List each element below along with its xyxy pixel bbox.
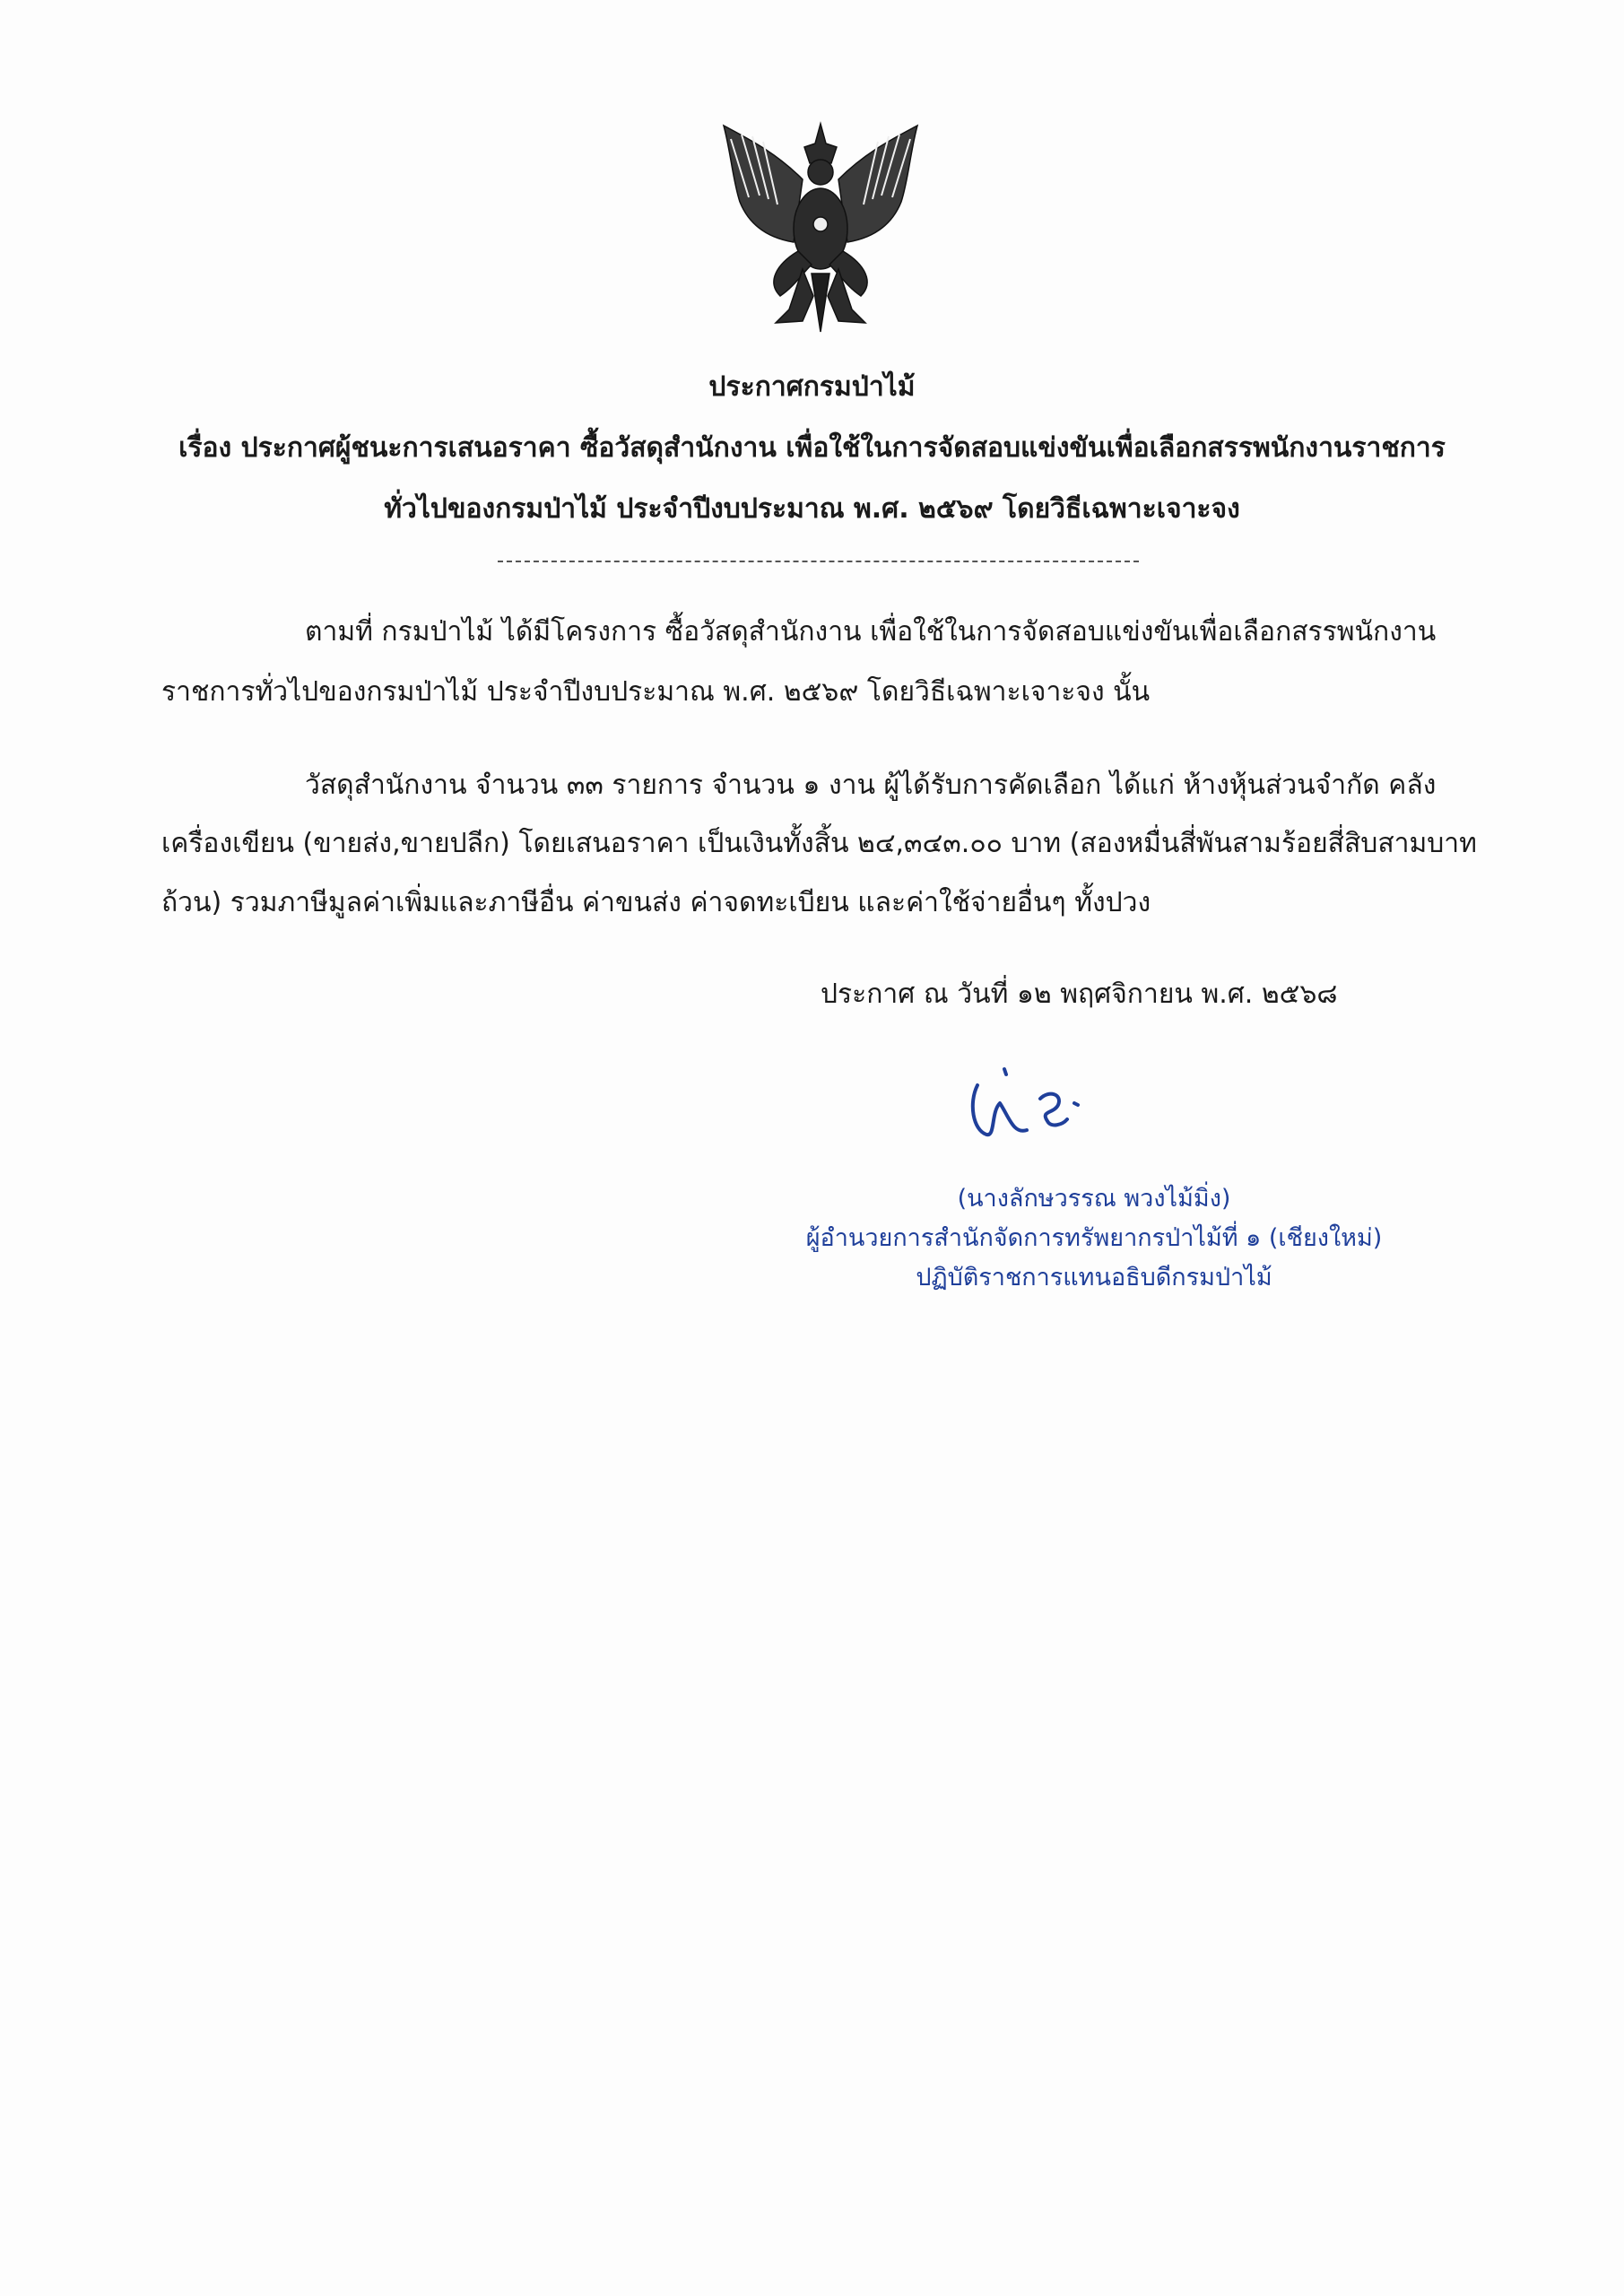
handwritten-signature	[942, 1049, 1121, 1157]
subject-line-1: เรื่อง ประกาศผู้ชนะการเสนอราคา ซื้อวัสดุสำนักงาน เพื่อใช้ในการจัดสอบแข่งขันเพื่อเลือกสรรพนักงานราชการ	[178, 432, 1446, 464]
divider	[498, 561, 1139, 562]
signatory-name: (นางลักษวรรณ พวงไม้มิ่ง)	[957, 1185, 1231, 1213]
signatory-acting: ปฏิบัติราชการแทนอธิบดีกรมป่าไม้	[916, 1264, 1272, 1292]
paragraph-2-line-1: วัสดุสำนักงาน จำนวน ๓๓ รายการ จำนวน ๑ งาน ผู้ได้รับการคัดเลือก ได้แก่ ห้างหุ้นส่วนจำกัด คลัง	[305, 770, 1437, 801]
signature-block	[780, 1179, 1408, 1298]
announcement-date: ประกาศ ณ วันที่ ๑๒ พฤศจิกายน พ.ศ. ๒๕๖๘	[821, 978, 1338, 1010]
paragraph-1-line-1: ตามที่ กรมป่าไม้ ได้มีโครงการ ซื้อวัสดุสำนักงาน เพื่อใช้ในการจัดสอบแข่งขันเพื่อเลือกสรรพนักงาน	[305, 616, 1437, 648]
paragraph-1-line-2: ราชการทั่วไปของกรมป่าไม้ ประจำปีงบประมาณ พ.ศ. ๒๕๖๙ โดยวิธีเฉพาะเจาะจง นั้น	[161, 676, 1151, 708]
announcement-title: ประกาศกรมป่าไม้	[708, 371, 916, 403]
signatory-position: ผู้อำนวยการสำนักจัดการทรัพยากรป่าไม้ที่ ๑ (เชียงใหม่)	[805, 1224, 1383, 1252]
subject-line-2: ทั่วไปของกรมป่าไม้ ประจำปีงบประมาณ พ.ศ. ๒๕๖๙ โดยวิธีเฉพาะเจาะจง	[384, 493, 1240, 525]
paragraph-2-line-3: ถ้วน) รวมภาษีมูลค่าเพิ่มและภาษีอื่น ค่าขนส่ง ค่าจดทะเบียน และค่าใช้จ่ายอื่นๆ ทั้งปวง	[161, 887, 1151, 918]
paragraph-2-line-2: เครื่องเขียน (ขายส่ง,ขายปลีก) โดยเสนอราคา เป็นเงินทั้งสิ้น ๒๔,๓๔๓.๐๐ บาท (สองหมื่นสี่พันสามร้อยสี่สิบสามบาท	[161, 828, 1477, 859]
garuda-emblem-icon	[713, 117, 928, 341]
